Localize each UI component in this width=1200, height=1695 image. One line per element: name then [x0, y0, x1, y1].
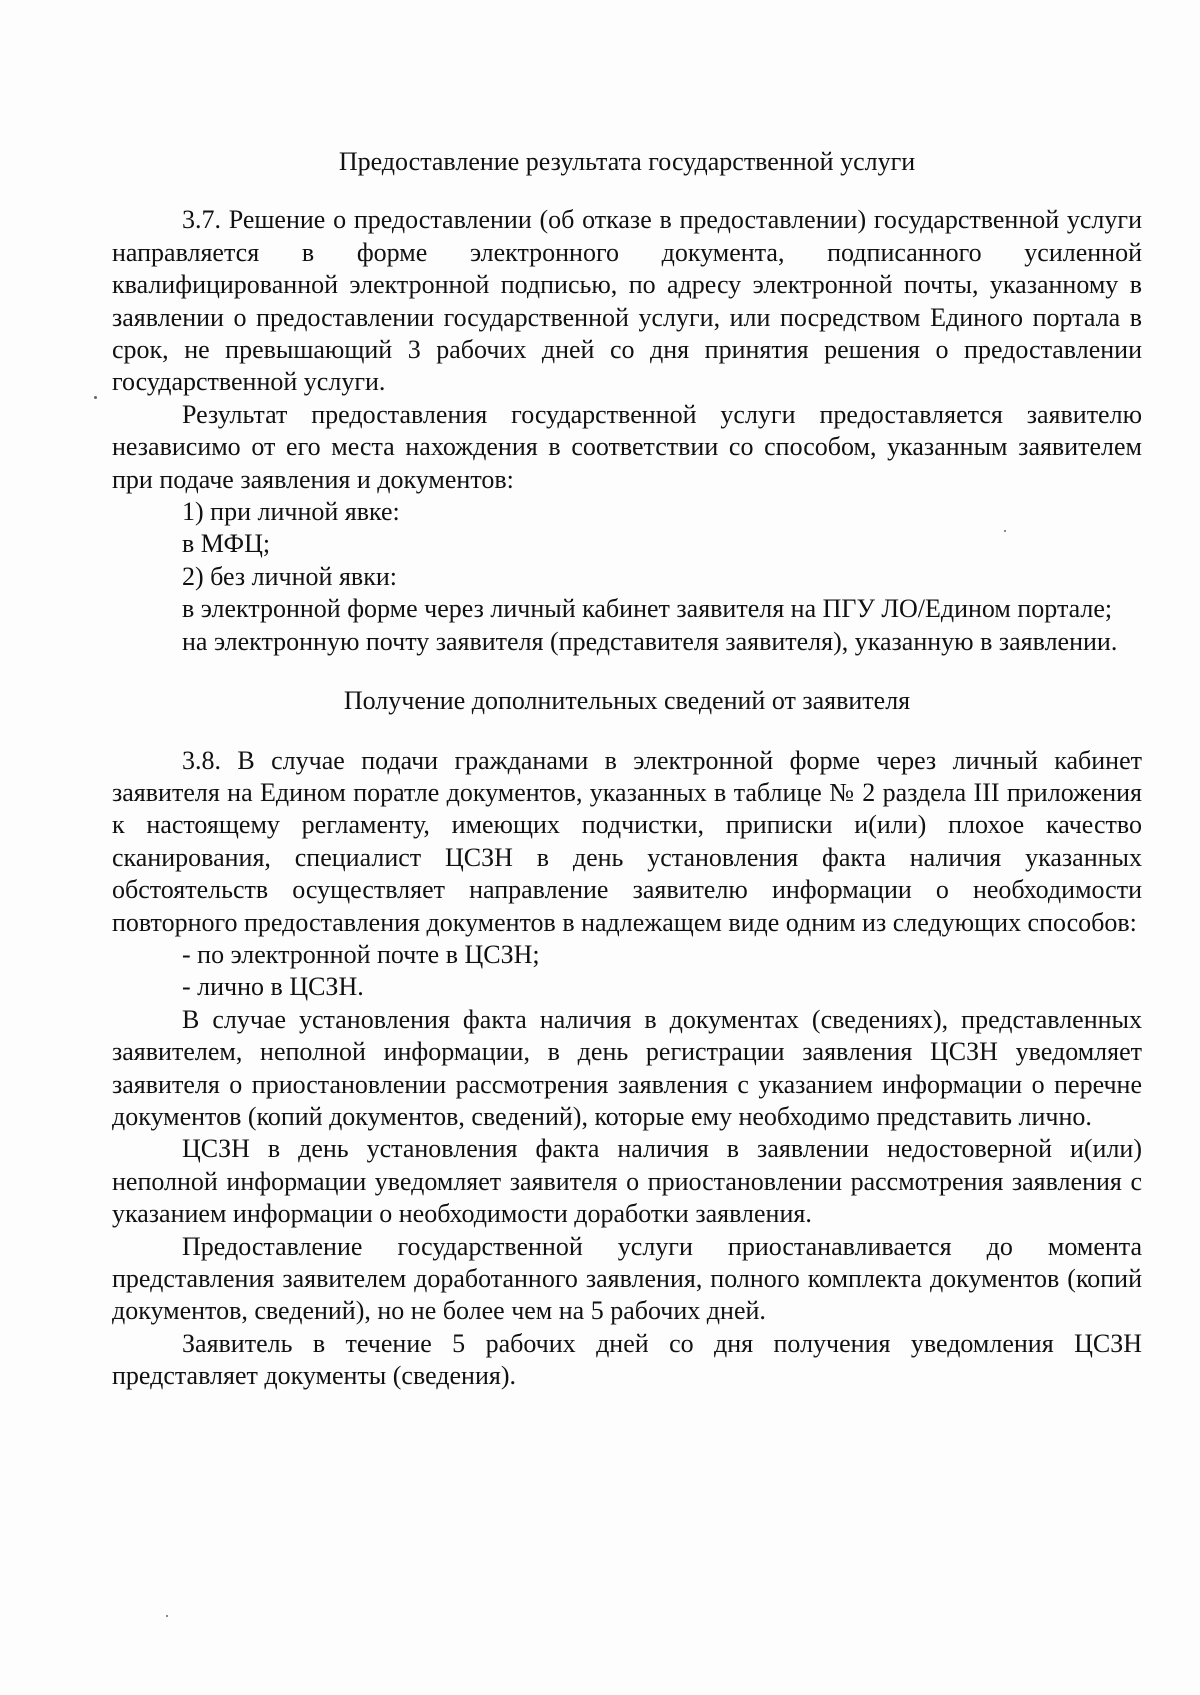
paragraph-result-delivery: Результат предоставления государственной услуги предоставляется заявителю независимо от его места нахождения в соответствии со способом, указанным заявителем при подаче заявления и документов: — [112, 399, 1142, 494]
list-item-email-cszn: - по электронной почте в ЦСЗН; — [182, 939, 540, 969]
section-heading-result: Предоставление результата государственной услуги — [338, 147, 916, 176]
document-body — [112, 146, 1142, 1393]
section-heading-additional-info: Получение дополнительных сведений от заявителя — [343, 686, 911, 716]
paragraph-deadline: Заявитель в течение 5 рабочих дней со дня получения уведомления ЦСЗН представляет документы (сведения). — [112, 1328, 1142, 1391]
paragraph-3-7: 3.7. Решение о предоставлении (об отказе в предоставлении) государственной услуги направляется в форме электронного документа, подписанного усиленной квалифицированной электронной подписью, по адресу электронной почты, указанному в заявлении о предоставлении государственной услуги, или посредством Единого портала в срок, не превышающий 3 рабочих дней со дня принятия решения о предоставлении государственной услуги. — [112, 205, 1142, 397]
list-item-in-person: 1) при личной явке: — [182, 497, 400, 527]
list-item-mfc: в МФЦ; — [182, 529, 271, 559]
scan-speck — [94, 396, 97, 399]
paragraph-email: на электронную почту заявителя (представителя заявителя), указанную в заявлении. — [182, 626, 1118, 656]
paragraph-electronic-form: в электронной форме через личный кабинет заявителя на ПГУ ЛО/Едином портале; — [182, 594, 1113, 624]
scan-speck — [166, 1615, 168, 1617]
paragraph-3-8: 3.8. В случае подачи гражданами в электронной форме через личный кабинет заявителя на Едином поратле документов, указанных в таблице № 2 раздела III приложения к настоящему регламенту, имеющих подчистки, приписки и(или) плохое качество сканирования, специалист ЦСЗН в день установления факта наличия указанных обстоятельств осуществляет направление заявителю информации о необходимости повторного предоставления документов в надлежащем виде одним из следующих способов: — [112, 745, 1142, 937]
paragraph-unreliable-info: ЦСЗН в день установления факта наличия в заявлении недостоверной и(или) неполной информации уведомляет заявителя о приостановлении рассмотрения заявления с указанием информации о необходимости доработки заявления. — [112, 1134, 1142, 1229]
paragraph-incomplete-info: В случае установления факта наличия в документах (сведениях), представленных заявителем, неполной информации, в день регистрации заявления ЦСЗН уведомляет заявителя о приостановлении рассмотрения заявления с указанием информации о перечне документов (копий документов, сведений), которые ему необходимо представить лично. — [112, 1004, 1142, 1131]
scan-speck — [1004, 530, 1006, 532]
list-item-remote: 2) без личной явки: — [182, 561, 397, 591]
list-item-personally-cszn: - лично в ЦСЗН. — [182, 972, 364, 1002]
paragraph-suspension: Предоставление государственной услуги приостанавливается до момента представления заявителем доработанного заявления, полного комплекта документов (копий документов, сведений), но не более чем на 5 рабочих дней. — [112, 1231, 1142, 1326]
